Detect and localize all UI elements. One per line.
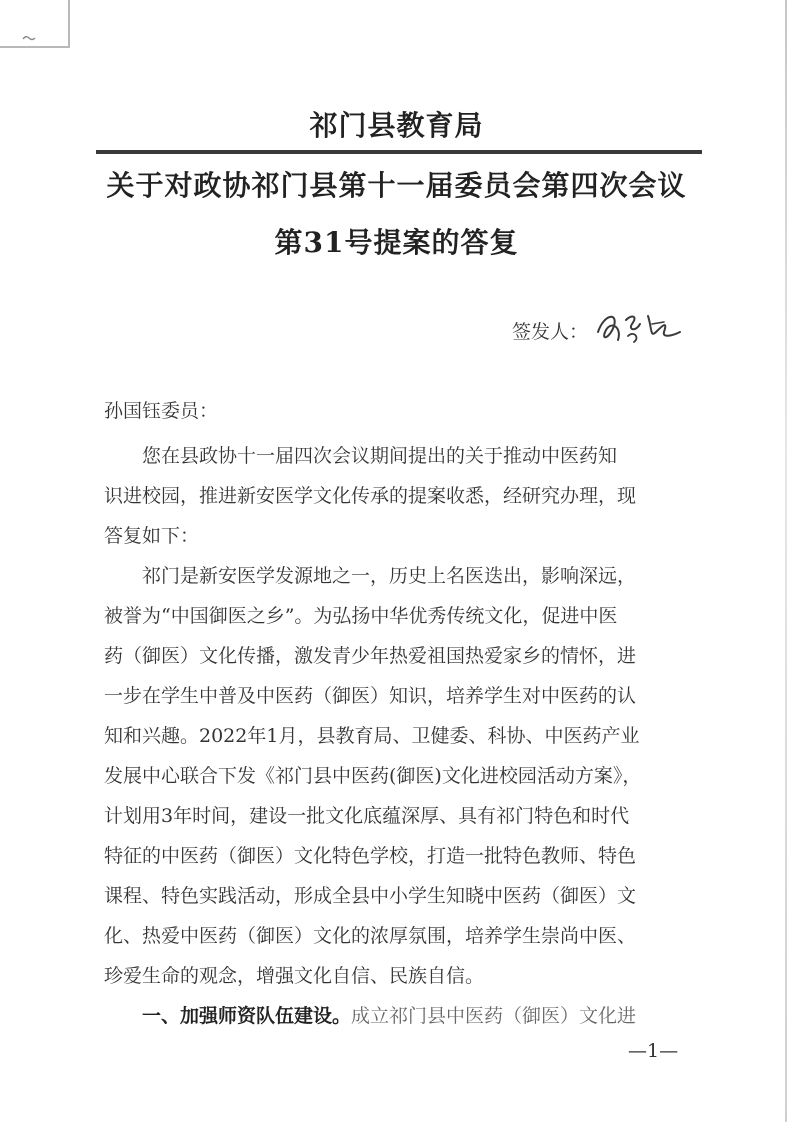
section-continuation: 成立祁门县中医药（御医）文化进 — [351, 1005, 637, 1027]
signer-label: 签发人： — [512, 321, 589, 343]
body-line: 药（御医）文化传播，激发青少年热爱祖国热爱家乡的情怀，进 — [104, 645, 637, 667]
body-line: 被誉为“中国御医之乡”。为弘扬中华优秀传统文化，促进中医 — [104, 605, 618, 627]
body-line: 祁门是新安医学发源地之一，历史上名医迭出，影响深远， — [142, 565, 637, 587]
body-line: 珍爱生命的观念，增强文化自信、民族自信。 — [104, 965, 485, 987]
body-line: 识进校园，推进新安医学文化传承的提案收悉，经研究办理，现 — [104, 485, 637, 507]
section-heading: 一、加强师资队伍建设。 — [142, 1005, 352, 1027]
header-rule — [96, 150, 702, 154]
body-line: 计划用3年时间，建设一批文化底蕴深厚、具有祁门特色和时代 — [104, 805, 630, 827]
page-number: —1— — [628, 1040, 679, 1062]
scan-smudge-icon — [22, 34, 36, 42]
section-line — [142, 996, 696, 1036]
body-line: 知和兴趣。2022年1月，县教育局、卫健委、科协、中医药产业 — [104, 725, 640, 747]
body-line: 特征的中医药（御医）文化特色学校，打造一批特色教师、特色 — [104, 845, 637, 867]
document-title-line-2: 第31号提案的答复 — [274, 226, 519, 259]
issuer-name: 祁门县教育局 — [309, 109, 484, 142]
handwritten-signature — [592, 302, 688, 348]
body-line: 化、热爱中医药（御医）文化的浓厚氛围，培养学生崇尚中医、 — [104, 925, 637, 947]
salutation: 孙国钰委员： — [104, 400, 219, 422]
body-line: 您在县政协十一届四次会议期间提出的关于推动中医药知 — [142, 445, 618, 467]
body-line: 发展中心联合下发《祁门县中医药(御医)文化进校园活动方案》， — [104, 765, 642, 787]
body-line: 答复如下： — [104, 525, 200, 547]
body-line: 一步在学生中普及中医药（御医）知识，培养学生对中医药的认 — [104, 685, 637, 707]
document-title-line-1: 关于对政协祁门县第十一届委员会第四次会议 — [106, 169, 687, 202]
scan-corner-mark — [0, 0, 70, 48]
body-line: 课程、特色实践活动，形成全县中小学生知晓中医药（御医）文 — [104, 885, 637, 907]
